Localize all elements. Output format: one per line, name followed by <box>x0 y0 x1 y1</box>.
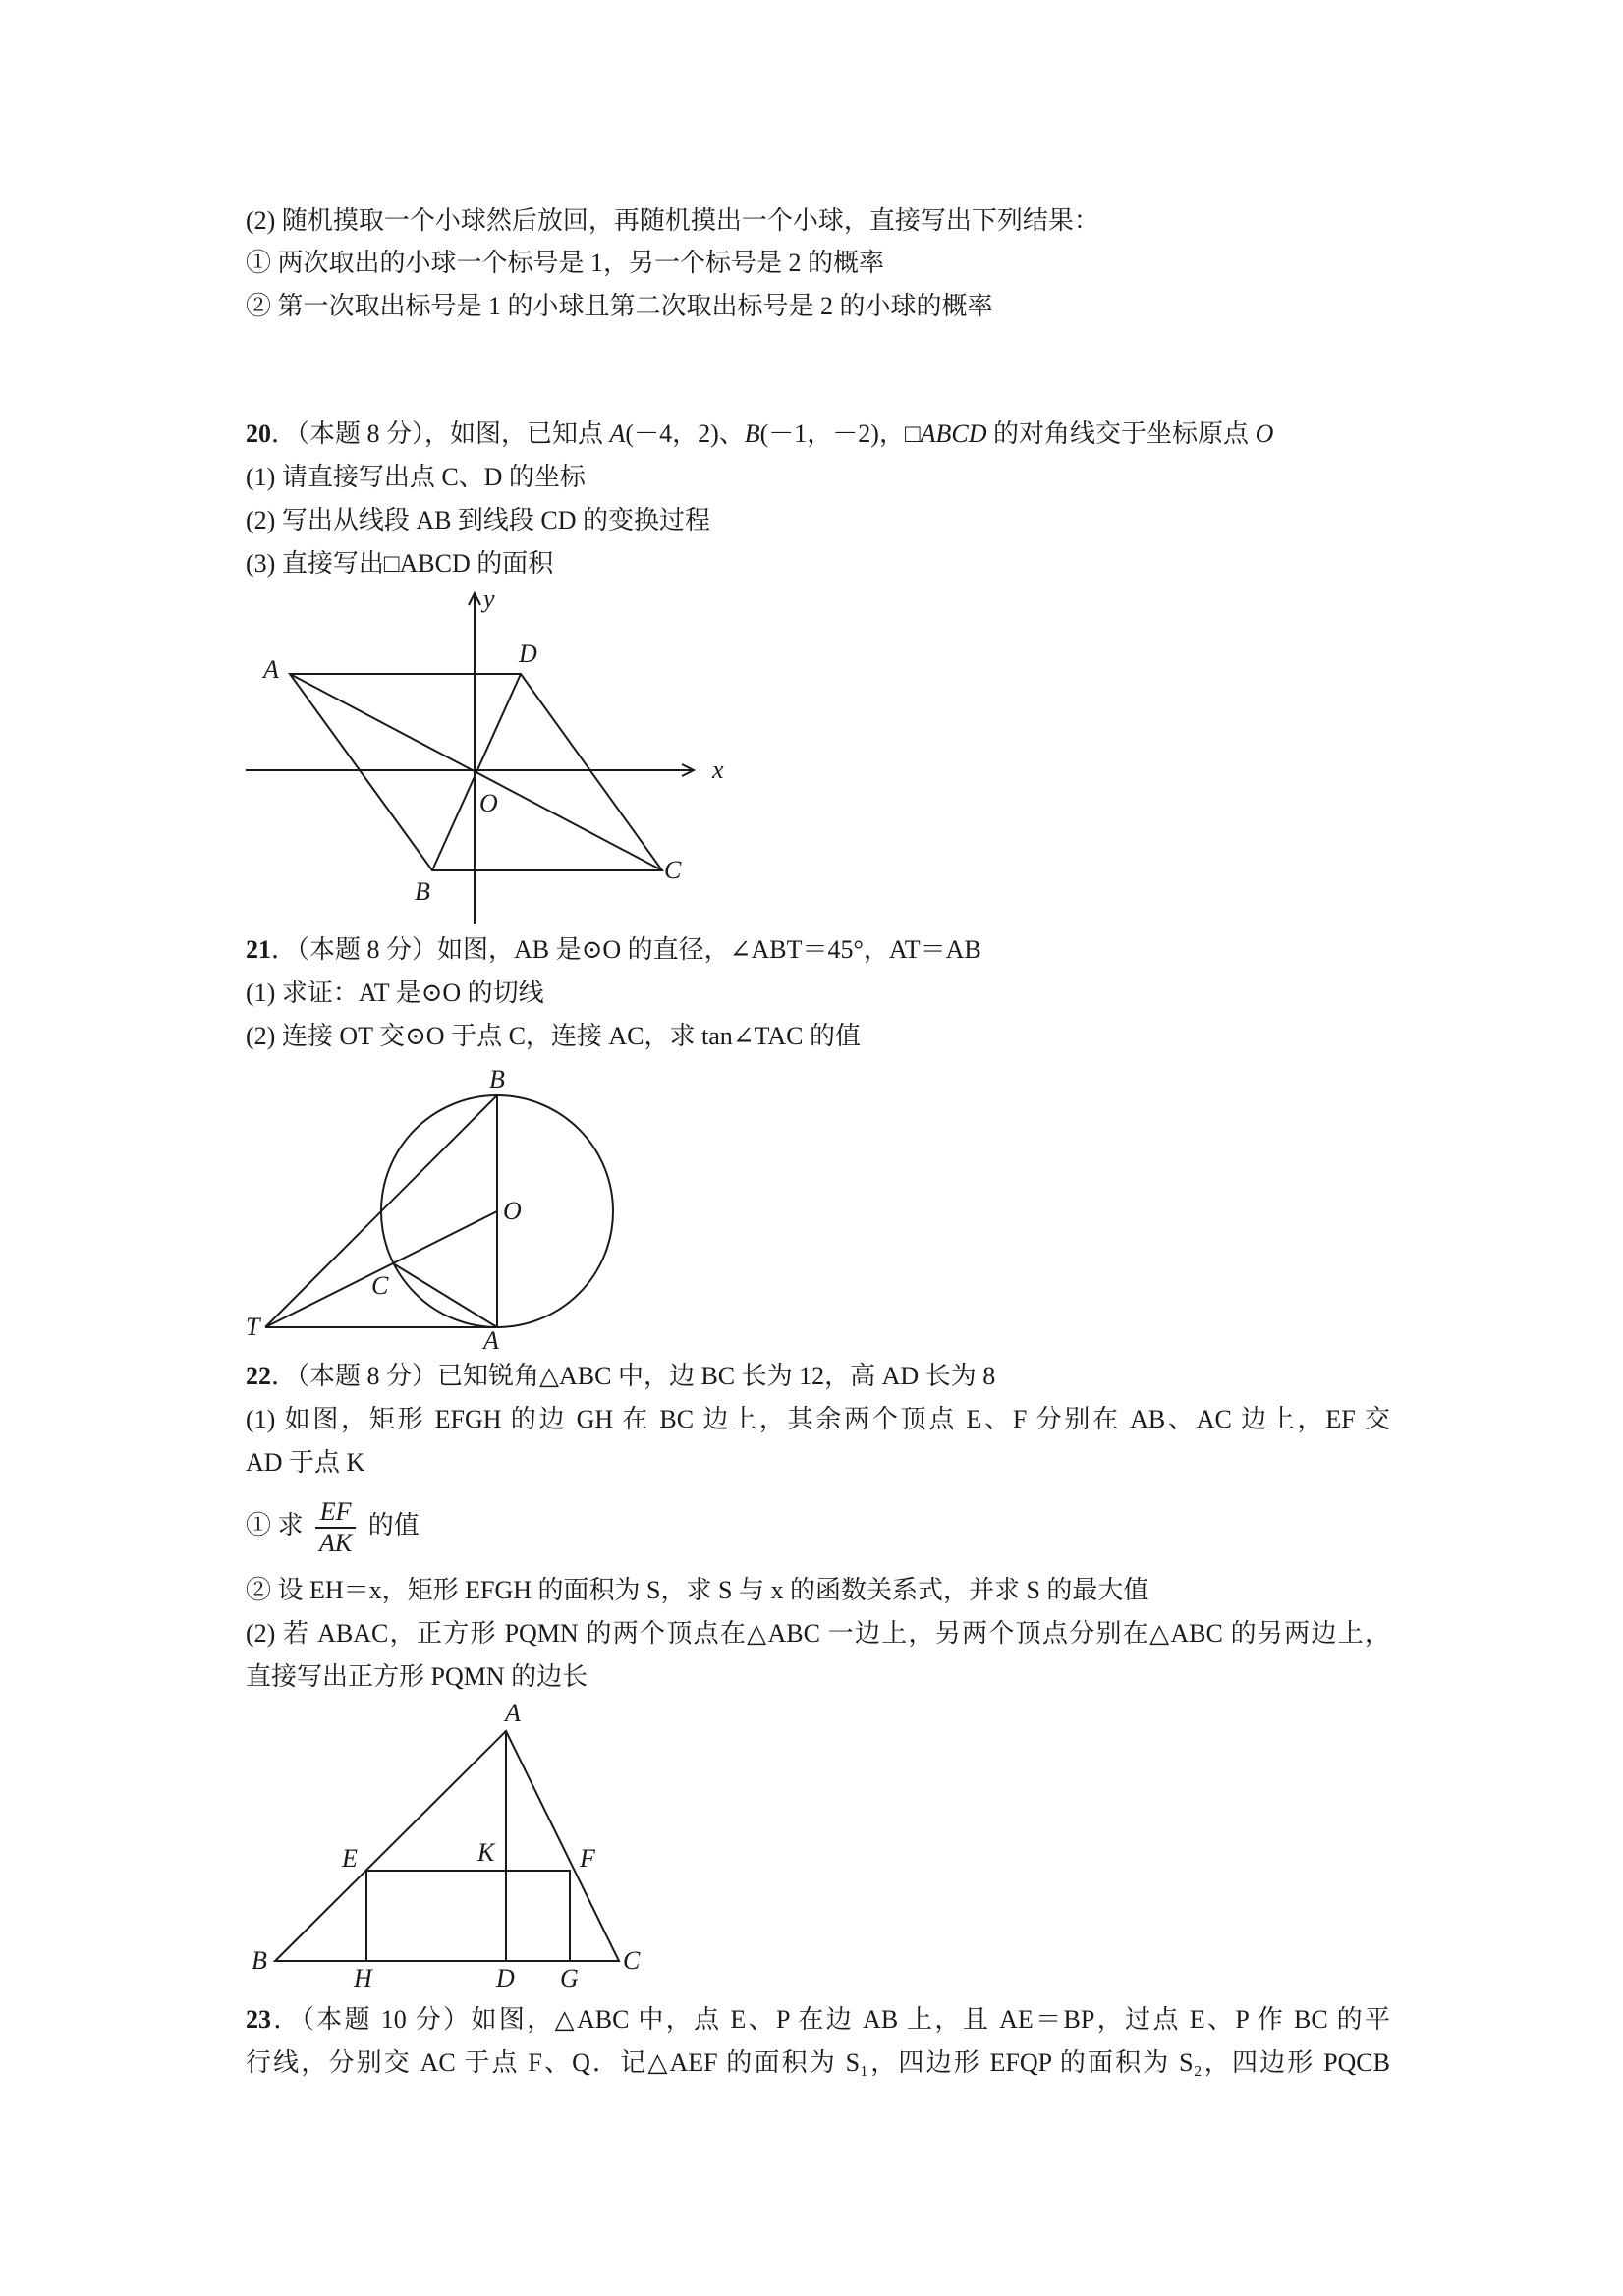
label-a: A <box>483 1326 499 1351</box>
triangle-abc <box>275 1731 619 1961</box>
q19-part2: (2) 随机摸取一个小球然后放回，再随机摸出一个小球，直接写出下列结果： <box>246 206 1099 235</box>
segment-ac <box>393 1263 497 1327</box>
label-c: C <box>664 856 682 884</box>
q23-number: 23 <box>246 2005 271 2034</box>
q22-stem: 22．（本题 8 分）已知锐角△ABC 中，边 BC 长为 12，高 AD 长为 8 <box>246 1362 996 1390</box>
label-b: B <box>489 1065 505 1093</box>
q22-item1: ① 求 $\frac{EF}{AK}$ 的值 <box>246 1497 420 1557</box>
label-a: A <box>263 655 279 684</box>
q21-part2: (2) 连接 OT 交⊙O 于点 C，连接 AC，求 tan∠TAC 的值 <box>246 1022 861 1050</box>
q22-item2: ② 设 EH＝x，矩形 EFGH 的面积为 S，求 S 与 x 的函数关系式，并求 S 的最大值 <box>246 1576 1149 1604</box>
q20-number: 20 <box>246 420 271 448</box>
q21-stem: 21．（本题 8 分）如图，AB 是⊙O 的直径，∠ABT＝45°，AT＝AB <box>246 935 981 964</box>
label-d: D <box>519 640 537 668</box>
label-c: C <box>371 1271 389 1300</box>
label-x: x <box>712 756 724 784</box>
q21-number: 21 <box>246 935 271 964</box>
q19-item2: ② 第一次取出标号是 1 的小球且第二次取出标号是 2 的小球的概率 <box>246 292 993 320</box>
label-h: H <box>354 1964 372 1992</box>
diagonal-bd <box>432 674 521 870</box>
q22-figure <box>236 1700 678 1994</box>
label-a: A <box>505 1700 521 1727</box>
q20-part2: (2) 写出从线段 AB 到线段 CD 的变换过程 <box>246 506 711 534</box>
label-d: D <box>496 1964 515 1992</box>
label-o: O <box>479 789 498 817</box>
q20-figure <box>236 580 727 933</box>
q21-part1: (1) 求证：AT 是⊙O 的切线 <box>246 979 544 1007</box>
label-e: E <box>342 1844 358 1873</box>
label-f: F <box>580 1844 595 1873</box>
label-b: B <box>415 877 430 906</box>
label-o: O <box>503 1197 522 1225</box>
label-k: K <box>477 1838 495 1867</box>
q22-part2-line2: 直接写出正方形 PQMN 的边长 <box>246 1662 588 1691</box>
q23-line2: 行线，分别交 AC 于点 F、Q．记△AEF 的面积为 S₁，四边形 EFQP 的面积为 S₂，四边形 PQCB <box>246 2048 1390 2077</box>
fraction-ef-ak: $\frac{EF}{AK}$ <box>315 1497 356 1558</box>
q22-part1-line1: (1) 如图，矩形 EFGH 的边 GH 在 BC 边上，其余两个顶点 E、F 分别在 AB、AC 边上，EF 交 <box>246 1405 1390 1433</box>
q22-number: 22 <box>246 1362 271 1390</box>
q22-part1-line2: AD 于点 K <box>246 1448 365 1477</box>
q20-part1: (1) 请直接写出点 C、D 的坐标 <box>246 463 586 491</box>
label-b: B <box>252 1946 267 1975</box>
label-y: y <box>483 585 495 613</box>
q22-part2-line1: (2) 若 ABAC，正方形 PQMN 的两个顶点在△ABC 一边上，另两个顶点分别在△ABC 的另两边上， <box>246 1619 1390 1648</box>
q19-item1: ① 两次取出的小球一个标号是 1，另一个标号是 2 的概率 <box>246 249 885 277</box>
q20-part3: (3) 直接写出□ABCD 的面积 <box>246 549 554 578</box>
q21-figure <box>236 1056 648 1351</box>
q20-stem: 20．（本题 8 分），如图，已知点 A(－4，2)、B(－1，－2)，□ABCD 的对角线交于坐标原点 O <box>246 420 1274 448</box>
rectangle-efgh <box>366 1871 570 1961</box>
label-g: G <box>560 1964 579 1992</box>
segment-ot <box>265 1211 497 1327</box>
q23-line1: 23．（本题 10 分）如图，△ABC 中，点 E、P 在边 AB 上，且 AE＝BP，过点 E、P 作 BC 的平 <box>246 2005 1390 2034</box>
label-t: T <box>246 1313 260 1341</box>
label-c: C <box>623 1946 641 1975</box>
